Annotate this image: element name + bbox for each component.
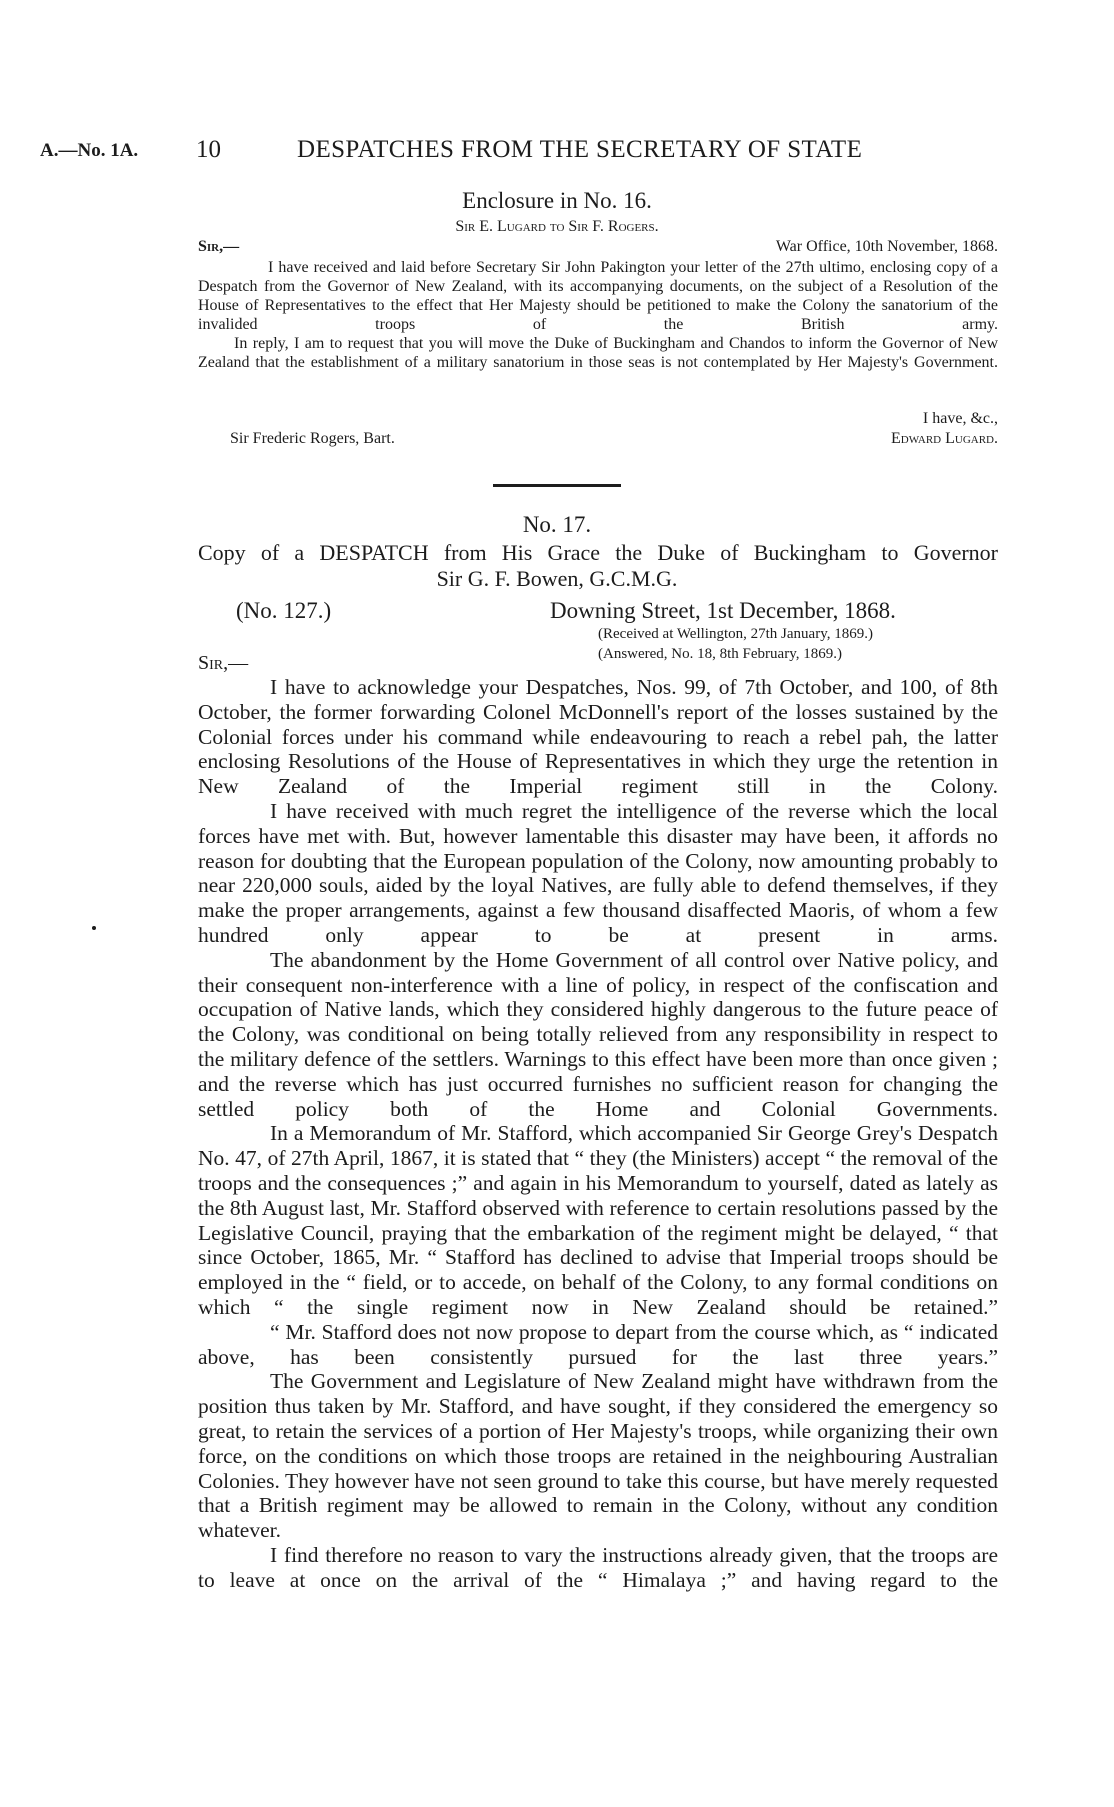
body-paragraph: The abandonment by the Home Government of all control over Native policy, and their consequent non-interference with a line of policy, in respect of the confiscation and occupation of Native lands, which they considered highly dangerous to the future peace of the Colony, was conditional on being totally relieved from any responsibility in respect to the military defence of the settlers. Warnings to this effect have been more than once given ; and the reverse which has just occurred furnishes no sufficient reason for changing the settled policy both of the Home and Colonial Governments.	[198, 947, 998, 1121]
section-divider	[493, 484, 621, 487]
body-paragraph: I have to acknowledge your Despatches, Nos. 99, of 7th October, and 100, of 8th October, the former forwarding Colonel McDonnell's report of the losses sustained by the Colonial forces under his command while endeavouring to reach a rebel pah, the latter enclosing Resolutions of the House of Representatives in which they urge the retention in New Zealand of the Imperial regiment still in the Colony.	[198, 675, 998, 799]
body-paragraph: The Government and Legislature of New Zealand might have withdrawn from the position thus taken by Mr. Stafford, and have sought, if they considered the emergency so great, to retain the services of a portion of Her Majesty's troops, while organizing their own force, on the conditions on which those troops are retained in the neighbouring Australian Colonies. They however have not seen ground to take this course, but have merely requested that a British regiment may be allowed to remain in the Colony, without any condition whatever.	[198, 1369, 998, 1543]
despatch-number-heading: No. 17.	[522, 512, 592, 537]
despatch-body	[198, 675, 998, 1592]
despatch-title-line-1: Copy of a DESPATCH from His Grace the Duke of Buckingham to Governor	[198, 540, 998, 565]
document-reference: A.—No. 1A.	[40, 140, 139, 161]
enclosure-from-line: Sir E. Lugard to Sir F. Rogers.	[455, 218, 659, 235]
enclosure-salutation: Sir,—	[198, 238, 240, 255]
page-number: 10	[196, 136, 221, 163]
running-title: DESPATCHES FROM THE SECRETARY OF STATE	[297, 136, 863, 163]
enclosure-addressee: Sir Frederic Rogers, Bart.	[230, 430, 395, 447]
enclosure-signature: Edward Lugard.	[891, 430, 998, 447]
body-paragraph: I have received with much regret the intelligence of the reverse which the local forces have met with. But, however lamentable this disaster may have been, it affords no reason for doubting that the European population of the Colony, now amounting probably to near 220,000 souls, aided by the loyal Natives, are fully able to defend themselves, if they make the proper arrangements, against a few thousand disaffected Maoris, of whom a few hundred only appear to be at present in arms.	[198, 798, 998, 947]
despatch-salutation: Sir,—	[198, 652, 249, 674]
despatch-answered-note: (Answered, No. 18, 8th February, 1869.)	[598, 646, 842, 662]
despatch-title-line-2: Sir G. F. Bowen, G.C.M.G.	[436, 566, 678, 591]
despatch-place-date: Downing Street, 1st December, 1868.	[550, 598, 896, 623]
body-paragraph: In a Memorandum of Mr. Stafford, which accompanied Sir George Grey's Despatch No. 47, of 27th April, 1867, it is stated that “ they (the Ministers) accept “ the removal of the troops and the consequences ;” and again in his Memorandum to yourself, dated as lately as the 8th August last, Mr. Stafford observed with reference to certain resolutions passed by the Legislative Council, praying that the embarkation of the regiment might be delayed, “ that since October, 1865, Mr. “ Stafford has declined to advise that Imperial troops should be employed in the “ field, or to accede, on behalf of the Colony, to any formal conditions on which “ the single regiment now in New Zealand should be retained.”	[198, 1121, 998, 1319]
despatch-received-note: (Received at Wellington, 27th January, 1869.)	[598, 626, 873, 642]
enclosure-paragraph: In reply, I am to request that you will move the Duke of Buckingham and Chandos to inform the Governor of New Zealand that the establishment of a military sanatorium in those seas is not contemplated by Her Majesty's Government.	[198, 335, 998, 371]
enclosure-heading: Enclosure in No. 16.	[462, 188, 652, 213]
enclosure-closing: I have, &c.,	[922, 410, 998, 427]
body-paragraph: “ Mr. Stafford does not now propose to depart from the course which, as “ indicated above, has been consistently pursued for the last three years.”	[198, 1319, 998, 1369]
margin-mark	[92, 926, 96, 930]
enclosure-paragraph: I have received and laid before Secretary Sir John Pakington your letter of the 27th ultimo, enclosing copy of a Despatch from the Governor of New Zealand, with its accompanying documents, on the subject of a Resolution of the House of Representatives to the effect that Her Majesty should be petitioned to make the Colony the sanatorium of the invalided troops of the British army.	[198, 259, 998, 333]
despatch-reference: (No. 127.)	[236, 598, 332, 623]
enclosure-place-date: War Office, 10th November, 1868.	[775, 238, 998, 255]
body-paragraph: I find therefore no reason to vary the instructions already given, that the troops are to leave at once on the arrival of the “ Himalaya ;” and having regard to the	[198, 1542, 998, 1592]
enclosure-body	[198, 258, 998, 372]
